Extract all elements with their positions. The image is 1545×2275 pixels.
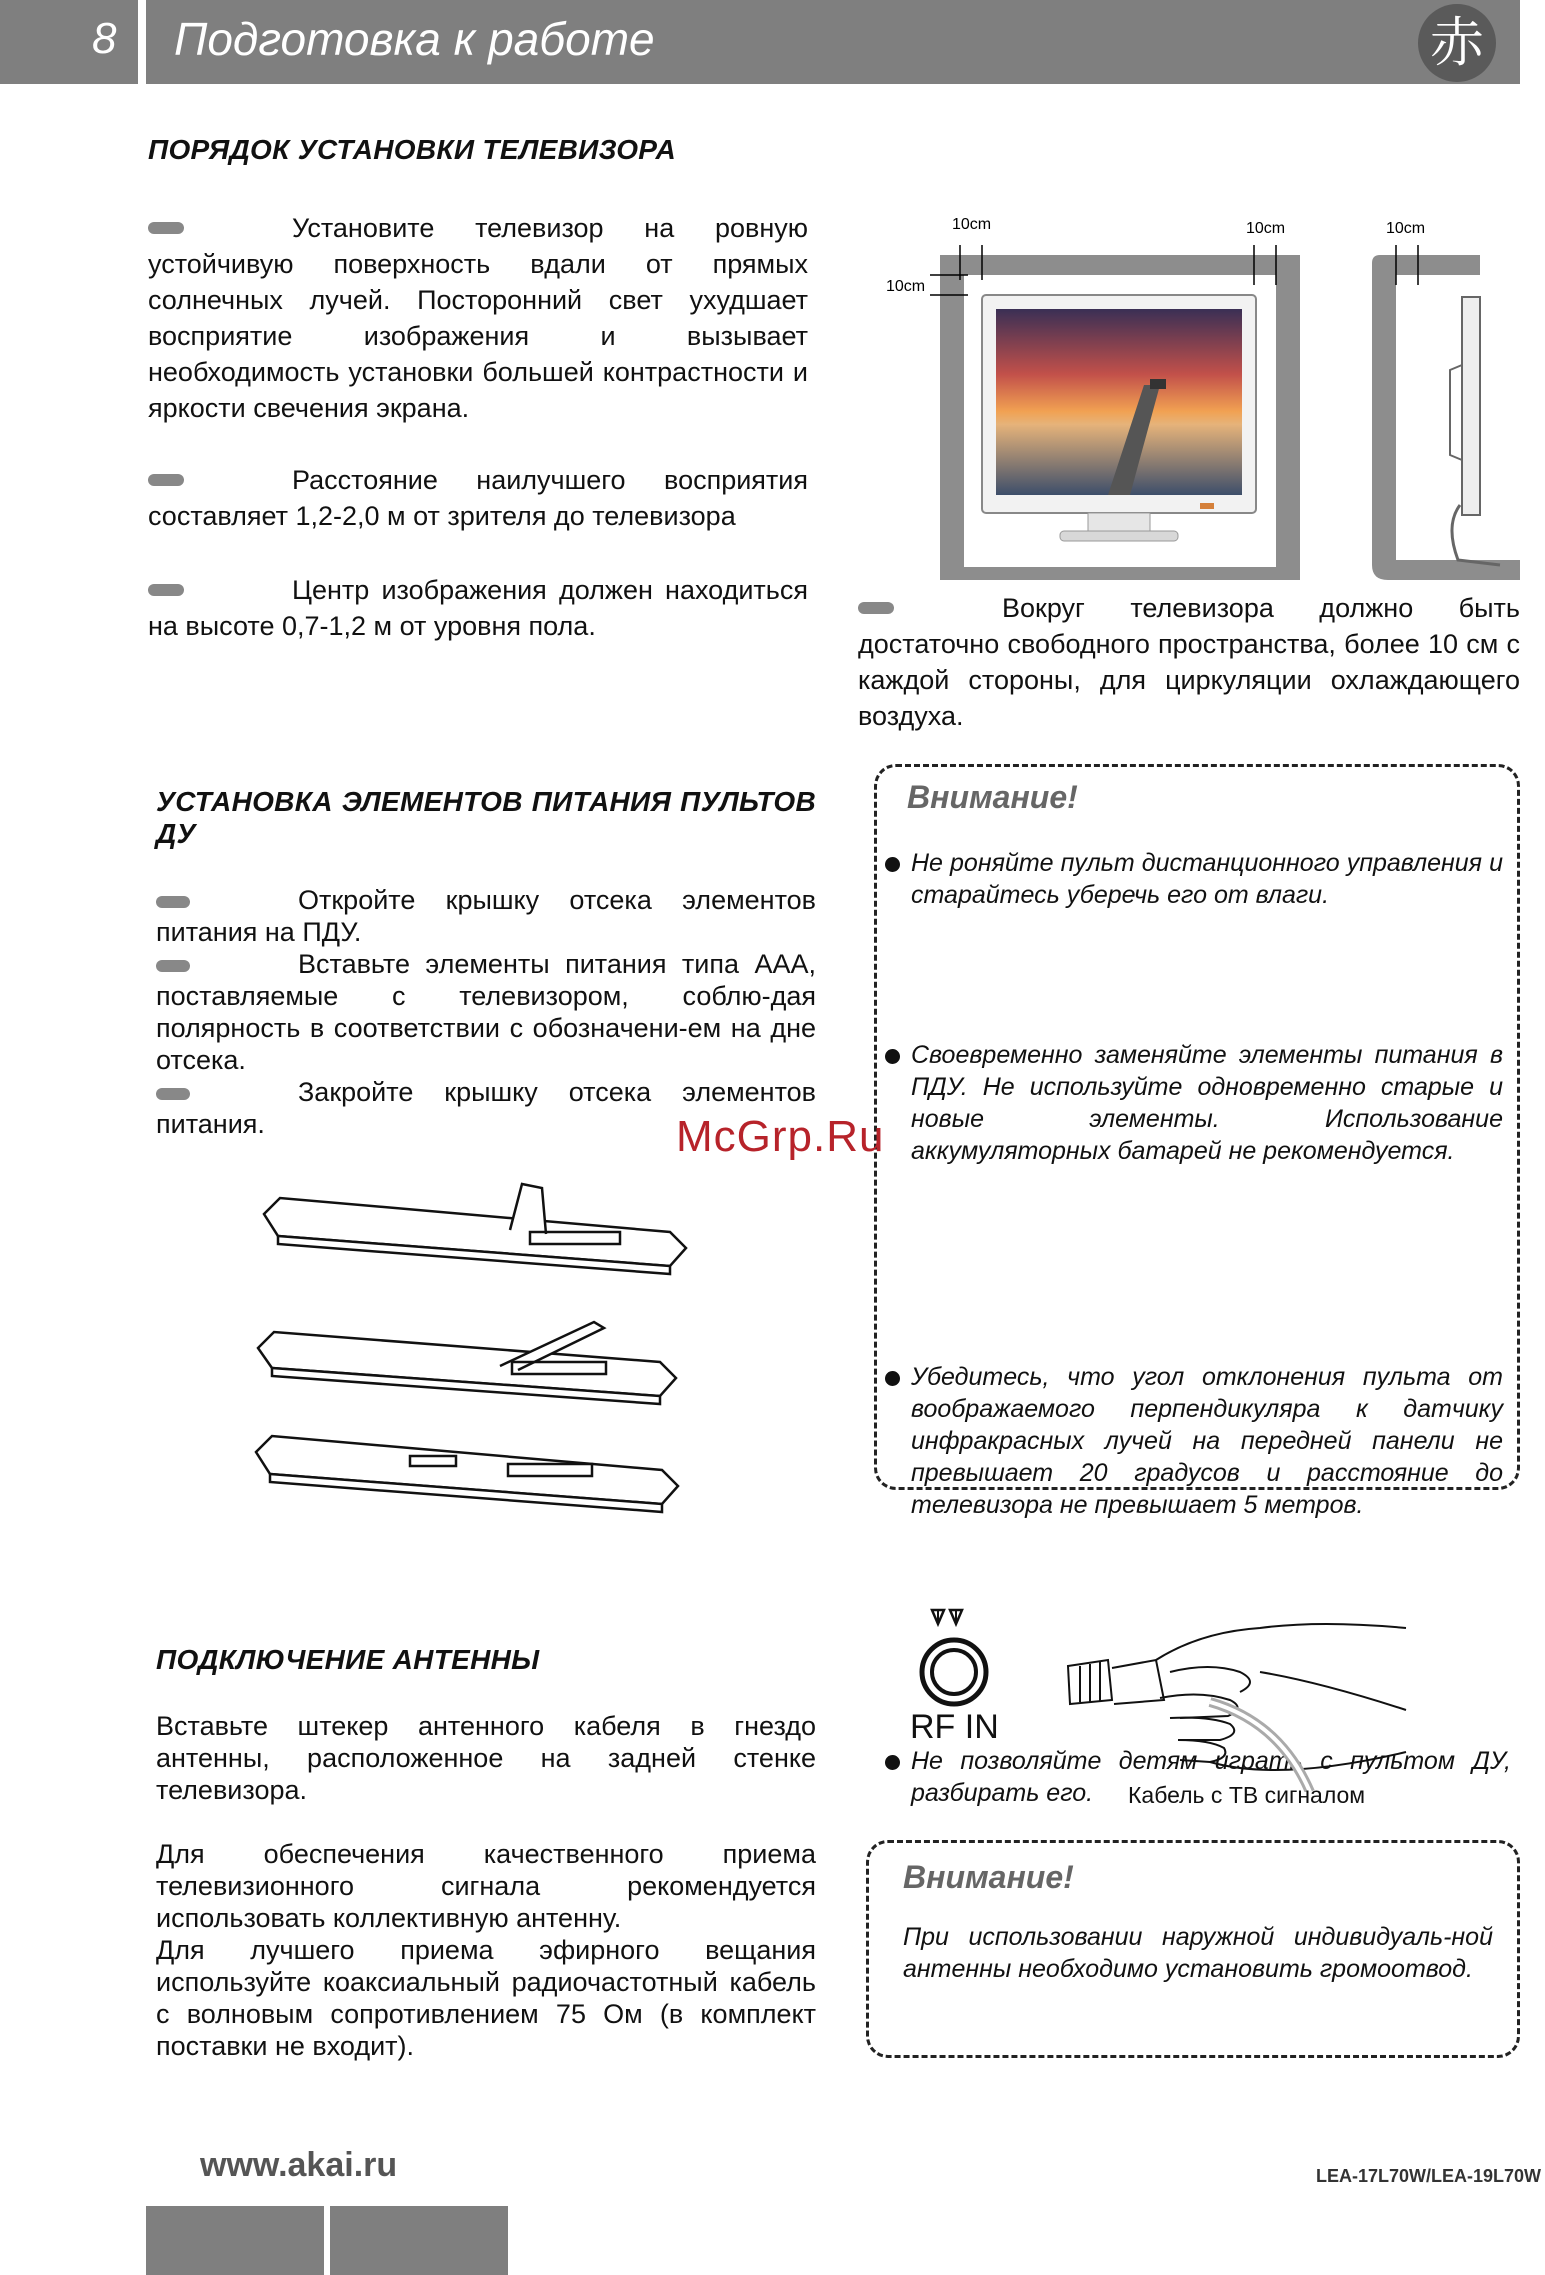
tv-install-p1: Установите телевизор на ровную устойчивую поверхность вдали от прямых солнечных лучей. Посторонний свет ухудшает восприятие изображения и вызывает необходимость установки большей контрастности и яркости свечения экрана. <box>148 213 808 423</box>
tv-side-icon <box>1462 297 1480 515</box>
bullet-icon <box>156 960 190 972</box>
batteries-step3: Закройте крышку отсека элементов питания. <box>156 1077 816 1139</box>
tv-clearance-diagram <box>860 205 1520 585</box>
tv-install-heading: ПОРЯДОК УСТАНОВКИ ТЕЛЕВИЗОРА <box>148 134 677 165</box>
bullet-icon <box>148 222 184 234</box>
label-10cm-side: 10cm <box>1386 220 1426 237</box>
bullet-icon <box>148 474 184 486</box>
antenna-p3: Для лучшего приема эфирного вещания используйте коаксиальный радиочастотный кабель с волновым сопротивлением 75 Ом (в комплект поставки не входит). <box>156 1935 816 2061</box>
notice-box-antenna <box>866 1840 1520 2058</box>
footer-url[interactable]: www.akai.ru <box>200 2146 398 2184</box>
page-title: Подготовка к работе <box>174 13 655 65</box>
batteries-heading: УСТАНОВКА ЭЛЕМЕНТОВ ПИТАНИЯ ПУЛЬТОВ ДУ <box>156 786 816 849</box>
bullet-icon <box>885 857 900 872</box>
label-10cm-left: 10cm <box>886 278 926 295</box>
rf-in-socket-icon <box>908 1604 1008 1714</box>
notice-item: Не роняйте пульт дистанционного управления и старайтесь уберечь его от влаги. <box>911 847 1503 911</box>
brand-logo-icon: 赤 <box>1418 4 1496 82</box>
notice-text: При использовании наружной индивидуаль-ной антенны необходимо установить громоотвод. <box>903 1923 1493 1983</box>
batteries-step1: Откройте крышку отсека элементов питания на ПДУ. <box>156 885 816 947</box>
label-10cm-top-right: 10cm <box>1246 220 1286 237</box>
footer-model: LEA-17L70W/LEA-19L70W <box>1315 2166 1541 2186</box>
hand-with-cable-icon <box>1060 1612 1420 1792</box>
header-bar <box>146 0 1520 84</box>
tv-install-p2: Расстояние наилучшего восприятия составляет 1,2-2,0 м от зрителя до телевизора <box>148 465 808 531</box>
bullet-icon <box>156 1088 190 1100</box>
footer-block <box>146 2206 324 2275</box>
bullet-icon <box>885 1755 900 1770</box>
remote-closed-icon <box>256 1436 678 1512</box>
clearance-note: Вокруг телевизора должно быть достаточно свободного пространства, более 10 см с каждой стороны, для циркуляции охлаждающего воздуха. <box>858 593 1520 731</box>
notice-item: Убедитесь, что угол отклонения пульта от воображаемого перпендикуляра к датчику инфракрасных лучей на передней панели не превышает 20 градусов и расстояние до телевизора не превышает 5 метров. <box>911 1361 1503 1521</box>
remote-open-icon <box>264 1184 686 1274</box>
remote-battery-illustrations <box>250 1170 700 1530</box>
notice-item: Не позволяйте детям играть с пультом ДУ, разбирать его. <box>911 1745 1511 1809</box>
page-number: 8 <box>92 14 117 63</box>
notice-item: Своевременно заменяйте элементы питания в ПДУ. Не используйте одновременно старые и новые элементы. Использование аккумуляторных батарей не рекомендуется. <box>911 1039 1503 1167</box>
tv-install-p3: Центр изображения должен находиться на высоте 0,7-1,2 м от уровня пола. <box>148 575 808 641</box>
antenna-p1: Вставьте штекер антенного кабеля в гнездо антенны, расположенное на задней стенке телевизора. <box>156 1711 816 1805</box>
page-number-box <box>0 0 138 84</box>
bullet-icon <box>858 602 894 614</box>
footer-block <box>330 2206 508 2275</box>
watermark: McGrp.Ru <box>676 1112 885 1161</box>
bullet-icon <box>156 896 190 908</box>
bullet-icon <box>885 1371 900 1386</box>
cable-caption: Кабель с ТВ сигналом <box>1128 1782 1366 1808</box>
bullet-icon <box>148 584 184 596</box>
rf-in-label: RF IN <box>910 1708 999 1746</box>
label-10cm-top-left: 10cm <box>952 216 992 233</box>
notice-title: Внимание! <box>907 779 1078 815</box>
notice-title: Внимание! <box>903 1859 1074 1895</box>
batteries-step2: Вставьте элементы питания типа ААА, поставляемые с телевизором, соблю-дая полярность в соответствии с обозначени-ем на дне отсека. <box>156 949 816 1075</box>
remote-insert-icon <box>258 1322 676 1404</box>
bullet-icon <box>885 1049 900 1064</box>
antenna-heading: ПОДКЛЮЧЕНИЕ АНТЕННЫ <box>156 1644 540 1675</box>
antenna-p2: Для обеспечения качественного приема телевизионного сигнала рекомендуется использовать коллективную антенну. <box>156 1839 816 1933</box>
